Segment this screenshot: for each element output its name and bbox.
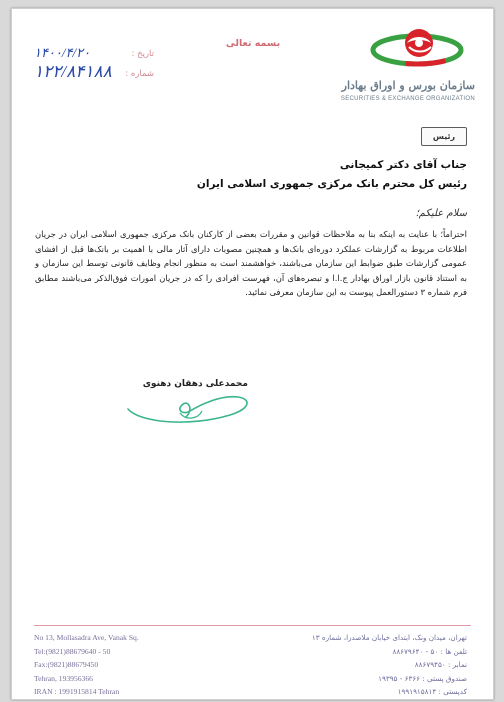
organization-name-fa: سازمان بورس و اوراق بهادار: [341, 79, 475, 92]
addressee-block: [167, 156, 467, 194]
address-fa-line: صندوق پستی : ۶۳۶۶ - ۱۹۳۹۵: [378, 673, 467, 683]
address-fa-line: نمابر : ۸۸۶۷۹۴۵۰: [414, 660, 467, 670]
date-value: ۱۴۰۰/۴/۲۰: [34, 45, 91, 60]
head-stamp: رئیس: [421, 127, 467, 146]
number-row: [34, 62, 154, 84]
salutation: سلام علیکم؛: [415, 208, 467, 219]
address-en-line: IRAN : 1991915814 Tehran: [34, 687, 120, 697]
signer-name: محمدعلی دهقان دهنوی: [142, 379, 248, 389]
footer-divider: [34, 625, 471, 626]
signature: [120, 387, 260, 427]
logo-emblem-icon: [369, 19, 479, 75]
address-en-line: Fax:(9821)88679450: [34, 660, 99, 670]
address-en-line: Tehran, 193956366: [34, 673, 93, 683]
addressee-name: جناب آقای دکتر کمیجانی: [339, 159, 467, 171]
address-en-line: No 13, Mollasadra Ave, Vanak Sq.: [34, 633, 139, 642]
organization-name-en: SECURITIES & EXCHANGE ORGANIZATION: [340, 96, 475, 102]
addressee-title: رئیس کل محترم بانک مرکزی جمهوری اسلامی ایران: [196, 178, 467, 190]
number-value: ۱۲۲/۸۴۱۸۸: [34, 62, 112, 81]
address-fa-line: تهران، میدان ونک، ابتدای خیابان ملاصدرا، شماره ۱۳: [311, 633, 467, 642]
letter-body: احتراماً؛ با عنایت به اینکه بنا به ملاحظات قوانین و مقررات بعضی از کارکنان بانک مرکزی جمهوری اسلامی ایران در جریان اطلاعات مربوط به گزارشات عملکرد دوره‌ای بانک‌ها و همچنین مصوبات دارای آثار مالی با اهمیت بر بانک‌ها قبل از افشای عمومی گزارشات طبق ضوابط این سازمان می‌باشند، خواهشمند است به منظور انجام وظایف قانونی توسط این سازمان و به استناد قانون بازار اوراق بهادار ج.ا.ا و تبصره‌های آن، فهرست افرادی را که در جریان امورات فوق‌الذکر می‌باشند مطابق فرم شماره ۳ دستورالعمل پیوست به این سازمان معرفی نمائید.: [35, 229, 467, 298]
basmala-heading: بسمه تعالی: [225, 38, 281, 49]
number-label: شماره :: [125, 69, 154, 79]
address-fa-line: تلفن ها : ۵۰ - ۸۸۶۷۹۶۴۰: [392, 646, 467, 656]
organization-logo: [369, 19, 479, 75]
footer-address-fa: [267, 631, 467, 699]
date-label: تاریخ :: [131, 49, 154, 59]
signature-icon: [120, 387, 260, 427]
address-fa-line: کدپستی : ۱۹۹۱۹۱۵۸۱۴: [397, 687, 467, 697]
footer-address-en: [34, 631, 204, 699]
address-en-line: Tel:(9821)88679640 - 50: [34, 646, 111, 656]
letter-page: [11, 8, 494, 700]
